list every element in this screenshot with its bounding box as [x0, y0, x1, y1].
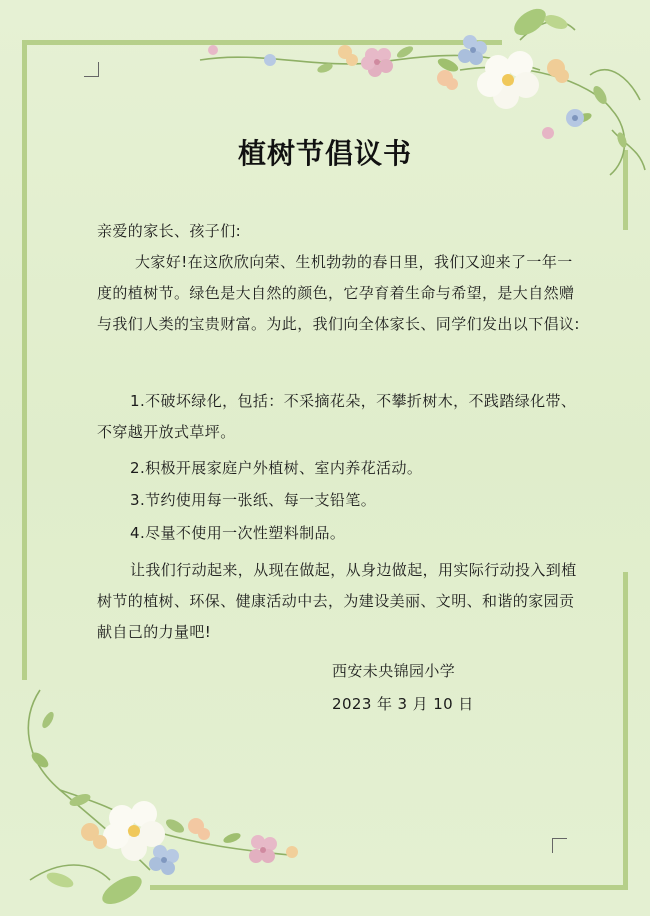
white-flower-icon — [477, 51, 539, 109]
leaf-icon — [316, 3, 628, 148]
proposal-item-1: 1.不破坏绿化，包括：不采摘花朵，不攀折树木，不践踏绿化带、不穿越开放式草坪。 — [97, 392, 577, 441]
proposal-item-4: 4.尽量不使用一次性塑料制品。 — [130, 524, 346, 542]
blue-flower-icon — [149, 845, 179, 875]
closing-paragraph: 让我们行动起来，从现在做起，从身边做起，用实际行动投入到植树节的植树、环保、健康活动中去，为建设美丽、文明、和谐的家园贡献自己的力量吧! — [97, 561, 577, 641]
greeting-line: 亲爱的家长、孩子们: — [97, 222, 242, 240]
signature-school: 西安未央锦园小学 — [332, 662, 456, 680]
signature-date: 2023 年 3 月 10 日 — [332, 695, 474, 713]
proposal-item-3: 3.节约使用每一张纸、每一支铅笔。 — [130, 491, 377, 509]
intro-paragraph: 大家好!在这欣欣向荣、生机勃勃的春日里，我们又迎来了一年一度的植树节。绿色是大自然的颜色，它孕育着生命与希望，是大自然赠与我们人类的宝贵财富。为此，我们向全体家长、同学们发出以下倡议: — [97, 253, 580, 333]
pink-flower-icon — [249, 835, 277, 863]
document-title: 植树节倡议书 — [237, 137, 412, 170]
proposal-item-2: 2.积极开展家庭户外植树、室内养花活动。 — [130, 459, 423, 477]
